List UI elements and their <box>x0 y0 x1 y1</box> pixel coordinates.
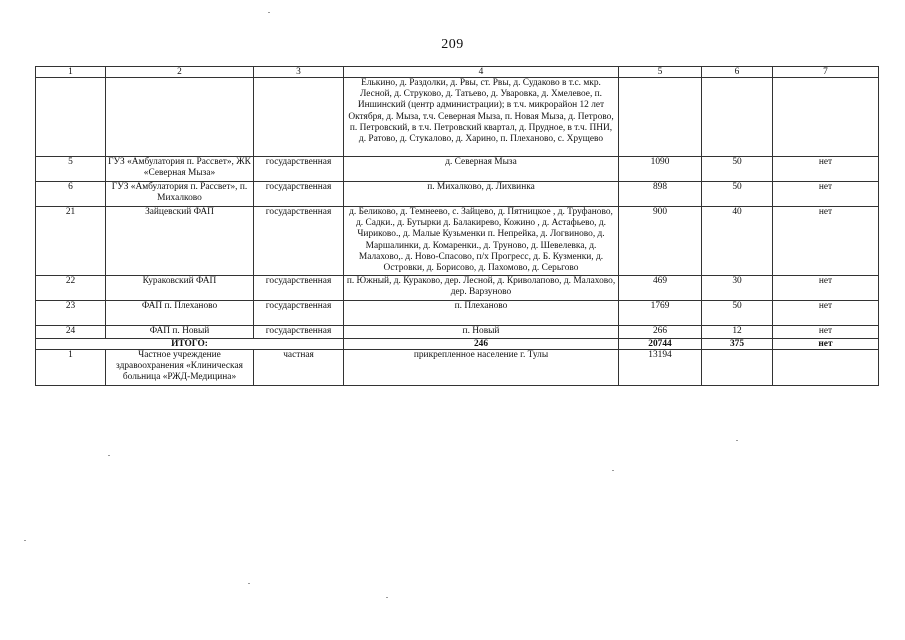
table-row <box>36 207 879 276</box>
facility-name-cell: ФАП п. Новый <box>106 326 254 339</box>
row-number-cell: 6 <box>36 182 106 207</box>
row-number-cell <box>36 78 106 157</box>
capacity-cell <box>702 78 773 157</box>
table-row <box>36 78 879 157</box>
flag-cell: нет <box>773 276 879 301</box>
column-number: 1 <box>36 67 106 78</box>
scan-speck <box>268 12 270 13</box>
facility-name-cell: ГУЗ «Амбулатория п. Рассвет», п. Михалково <box>106 182 254 207</box>
capacity-cell: 50 <box>702 182 773 207</box>
settlements-cell: п. Михалково, д. Лихвинка <box>344 182 619 207</box>
row-number-cell: 5 <box>36 157 106 182</box>
population-cell: 1090 <box>619 157 702 182</box>
flag-cell: нет <box>773 182 879 207</box>
row-number-cell: 24 <box>36 326 106 339</box>
column-number: 6 <box>702 67 773 78</box>
settlements-cell: Елькино, д. Раздолки, д. Рвы, ст. Рвы, д. Судаково в т.с. мкр. Лесной, д. Струково, д. Татьево, д. Уваровка, д. Хмелевое, п. Иншинский (центр администрации); в т.ч. микрорайон 12 лет Октября, д. Мыза, т.ч. Северная Мыза, п. Новая Мыза, д. Петрово, п. Петровский, в т.ч. Петровский квартал, д. Прудное, в т.ч. ПНИ, д. Ратово, д. Стукалово, д. Харино, п. Плеханово, с. Хрущево <box>344 78 619 157</box>
capacity-cell: 50 <box>702 301 773 326</box>
settlements-cell: п. Плеханово <box>344 301 619 326</box>
scan-speck <box>108 455 110 456</box>
settlements-cell: прикрепленное население г. Тулы <box>344 350 619 386</box>
settlements-cell: п. Новый <box>344 326 619 339</box>
facility-name-cell: Зайцевский ФАП <box>106 207 254 276</box>
flag-cell <box>773 78 879 157</box>
scan-speck <box>386 597 388 598</box>
flag-cell: нет <box>773 157 879 182</box>
capacity-cell: 50 <box>702 157 773 182</box>
total-capacity: 375 <box>702 339 773 350</box>
row-number-cell: 1 <box>36 350 106 386</box>
column-number: 3 <box>254 67 344 78</box>
capacity-cell: 30 <box>702 276 773 301</box>
capacity-cell: 12 <box>702 326 773 339</box>
ownership-cell: государственная <box>254 301 344 326</box>
column-number: 2 <box>106 67 254 78</box>
flag-cell: нет <box>773 207 879 276</box>
scan-speck <box>248 583 250 584</box>
ownership-cell: государственная <box>254 276 344 301</box>
ownership-cell: государственная <box>254 326 344 339</box>
facility-name-cell: Частное учреждение здравоохранения «Клиническая больница «РЖД-Медицина» <box>106 350 254 386</box>
facility-name-cell: ГУЗ «Амбулатория п. Рассвет», ЖК «Северная Мыза» <box>106 157 254 182</box>
total-population: 20744 <box>619 339 702 350</box>
capacity-cell <box>702 350 773 386</box>
flag-cell: нет <box>773 301 879 326</box>
ownership-cell: государственная <box>254 207 344 276</box>
page-number: 209 <box>441 37 464 52</box>
row-number-cell: 22 <box>36 276 106 301</box>
population-cell: 266 <box>619 326 702 339</box>
population-cell <box>619 78 702 157</box>
row-number-cell: 21 <box>36 207 106 276</box>
total-row <box>36 339 879 350</box>
facility-name-cell <box>106 78 254 157</box>
population-cell: 469 <box>619 276 702 301</box>
total-settlements: 246 <box>344 339 619 350</box>
ownership-cell: государственная <box>254 157 344 182</box>
settlements-cell: п. Южный, д. Кураково, дер. Лесной, д. Криволапово, д. Малахово, дер. Варзуново <box>344 276 619 301</box>
column-number: 4 <box>344 67 619 78</box>
column-number: 7 <box>773 67 879 78</box>
total-label: ИТОГО: <box>36 339 344 350</box>
ownership-cell <box>254 78 344 157</box>
table-row <box>36 326 879 339</box>
total-flag: нет <box>773 339 879 350</box>
settlements-cell: д. Беликово, д. Темнеево, с. Зайцево, д. Пятницкое , д. Труфаново, д. Садки., д. Бутырки д. Балакирево, Кожино , д. Астафьево, д. Чириково., д. Малые Кузьменки п. Непрейка, д. Логвиново, д. Маршалинки, д. Комаренки., д. Труново, д. Шевелевка, д. Малахово,. д. Ново-Спасово, п/х Прогресс, д. Б. Кузменки, д. Островки, д. Борисово, д. Пахомово, д. Серьгово <box>344 207 619 276</box>
table-row <box>36 301 879 326</box>
column-number-row <box>36 67 879 78</box>
facilities-table <box>35 66 879 386</box>
capacity-cell: 40 <box>702 207 773 276</box>
table-row <box>36 182 879 207</box>
flag-cell: нет <box>773 326 879 339</box>
table-row <box>36 350 879 386</box>
column-number: 5 <box>619 67 702 78</box>
facility-name-cell: ФАП п. Плеханово <box>106 301 254 326</box>
scan-speck <box>612 470 614 471</box>
scan-speck <box>24 540 26 541</box>
population-cell: 13194 <box>619 350 702 386</box>
population-cell: 898 <box>619 182 702 207</box>
ownership-cell: частная <box>254 350 344 386</box>
table-row <box>36 157 879 182</box>
table-row <box>36 276 879 301</box>
flag-cell <box>773 350 879 386</box>
ownership-cell: государственная <box>254 182 344 207</box>
population-cell: 900 <box>619 207 702 276</box>
row-number-cell: 23 <box>36 301 106 326</box>
population-cell: 1769 <box>619 301 702 326</box>
scan-speck <box>736 440 738 441</box>
facility-name-cell: Кураковский ФАП <box>106 276 254 301</box>
settlements-cell: д. Северная Мыза <box>344 157 619 182</box>
